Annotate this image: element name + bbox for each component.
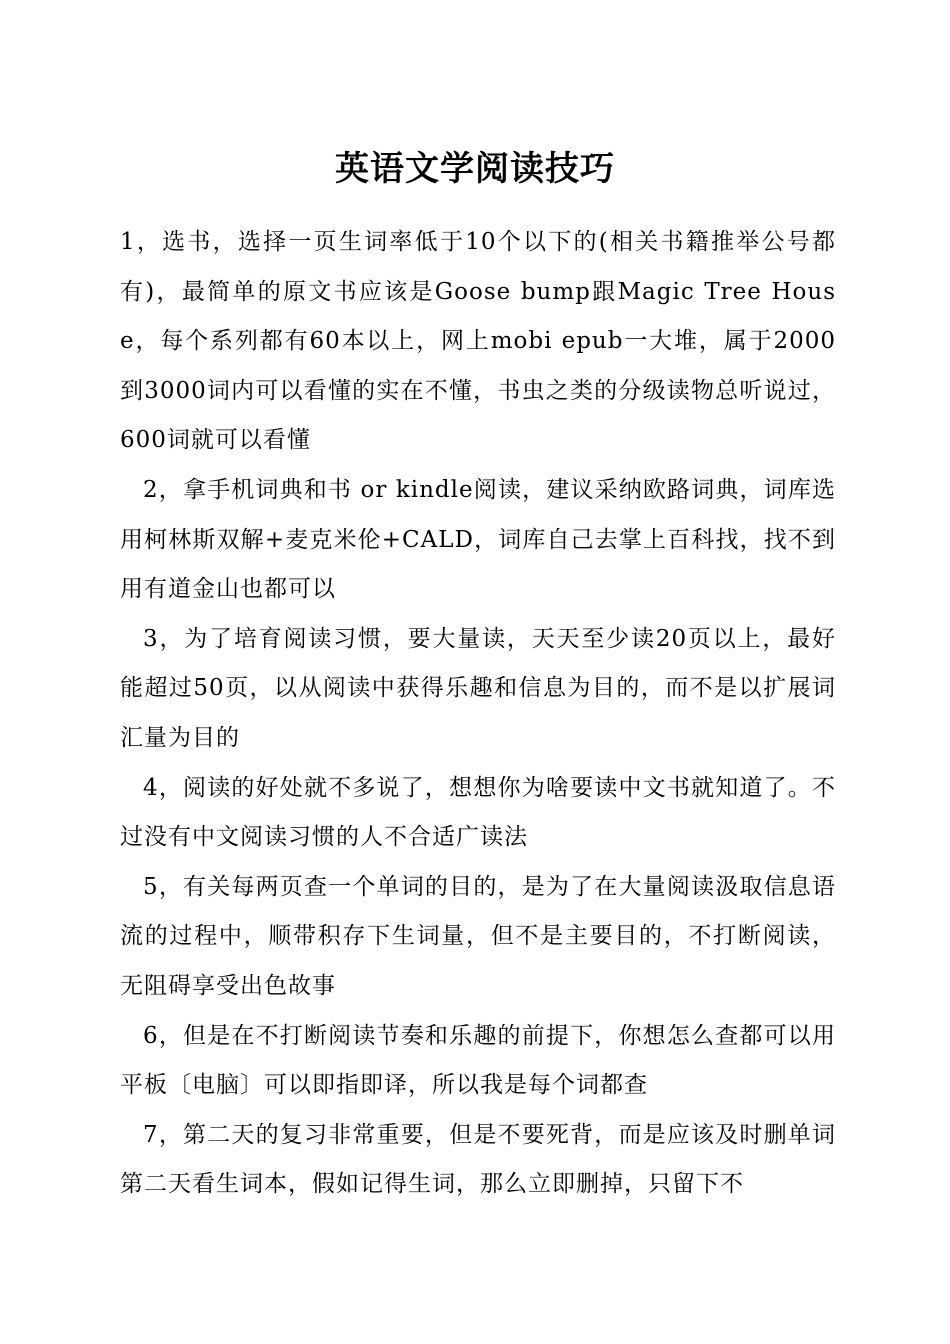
paragraph-5: 5，有关每两页查一个单词的目的，是为了在大量阅读汲取信息语流的过程中，顺带积存下生词量，但不是主要目的，不打断阅读，无阻碍享受出色故事: [120, 873, 836, 999]
paragraph-1: 1，选书，选择一页生词率低于10个以下的(相关书籍推举公号都有)，最简单的原文书应该是Goose bump跟Magic Tree House，每个系列都有60本以上，网上mobi epub一大堆，属于2000到3000词内可以看懂的实在不懂，书虫之类的分级读物总听说过，600词就可以看懂: [120, 229, 836, 454]
paragraph-2: 2，拿手机词典和书 or kindle阅读，建议采纳欧路词典，词库选用柯林斯双解+麦克米伦+CALD，词库自己去掌上百科找，找不到用有道金山也都可以: [120, 476, 836, 603]
document-body: [120, 218, 836, 1210]
paragraph-4: 4，阅读的好处就不多说了，想想你为啥要读中文书就知道了。不过没有中文阅读习惯的人不合适广读法: [120, 774, 836, 851]
paragraph-7: 7，第二天的复习非常重要，但是不要死背，而是应该及时删单词第二天看生词本，假如记得生词，那么立即删掉，只留下不: [120, 1121, 836, 1198]
document-title: 英语文学阅读技巧: [335, 149, 615, 189]
paragraph-3: 3，为了培育阅读习惯，要大量读，天天至少读20页以上，最好能超过50页，以从阅读中获得乐趣和信息为目的，而不是以扩展词汇量为目的: [120, 625, 836, 751]
paragraph-6: 6，但是在不打断阅读节奏和乐趣的前提下，你想怎么查都可以用平板〔电脑〕可以即指即译，所以我是每个词都查: [120, 1022, 836, 1099]
